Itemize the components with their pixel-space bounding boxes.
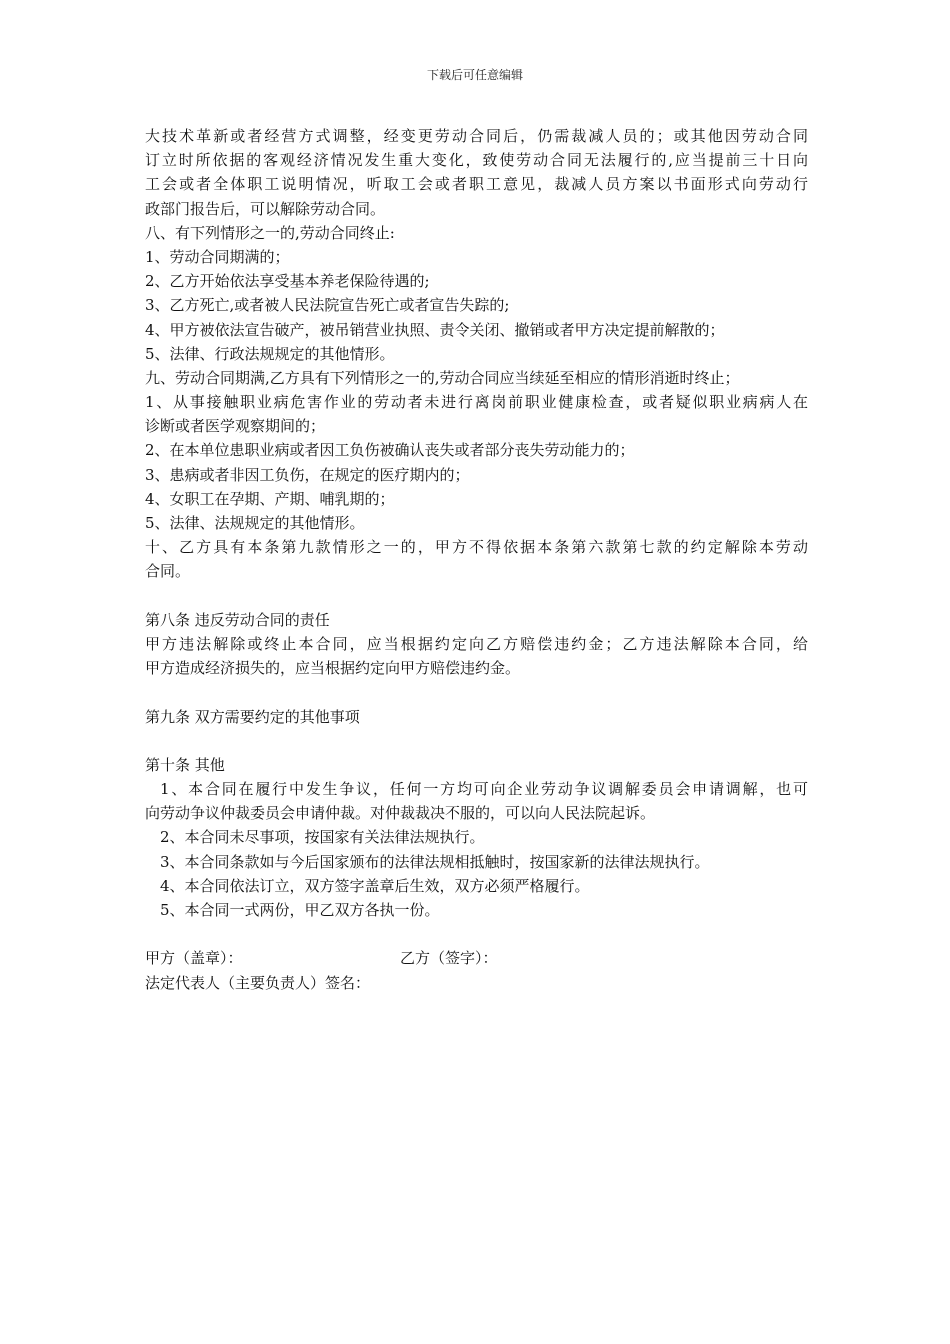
article-heading: 第九条 双方需要约定的其他事项 xyxy=(145,707,360,726)
blank-line xyxy=(145,584,808,608)
text-line: 向劳动争议仲裁委员会申请仲裁。对仲裁裁决不服的，可以向人民法院起诉。 xyxy=(145,804,656,823)
text-line: 工会或者全体职工说明情况，听取工会或者职工意见，裁减人员方案以书面形式向劳动行 xyxy=(145,175,808,194)
text-line: 合同。 xyxy=(145,562,191,581)
clause-heading: 八、有下列情形之一的,劳动合同终止: xyxy=(145,223,395,242)
list-item: 4、女职工在孕期、产期、哺乳期的； xyxy=(145,489,395,508)
list-item: 诊断或者医学观察期间的； xyxy=(145,417,326,436)
list-item: 1、从事接触职业病危害作业的劳动者未进行离岗前职业健康检查，或者疑似职业病病人在 xyxy=(145,393,808,412)
clause-heading: 十、乙方具有本条第九款情形之一的，甲方不得依据本条第六款第七款的约定解除本劳动 xyxy=(145,538,808,557)
text-line: 甲方造成经济损失的，应当根据约定向甲方赔偿违约金。 xyxy=(145,659,521,678)
article-heading: 第八条 违反劳动合同的责任 xyxy=(145,610,330,629)
list-item: 5、本合同一式两份，甲乙双方各执一份。 xyxy=(160,901,440,919)
list-item: 1、本合同在履行中发生争议，任何一方均可向企业劳动争议调解委员会申请调解，也可 xyxy=(160,780,808,799)
signature-row xyxy=(145,946,808,970)
clause-heading: 九、劳动合同期满,乙方具有下列情形之一的,劳动合同应当续延至相应的情形消逝时终止； xyxy=(145,368,740,387)
list-item: 3、本合同条款如与今后国家颁布的法律法规相抵触时，按国家新的法律法规执行。 xyxy=(160,852,710,871)
party-b-sign-label: 乙方（签字）： xyxy=(400,949,498,968)
list-item: 2、乙方开始依法享受基本养老保险待遇的; xyxy=(145,272,430,291)
text-line: 订立时所依据的客观经济情况发生重大变化，致使劳动合同无法履行的,应当提前三十日向 xyxy=(145,151,808,170)
list-item: 1、劳动合同期满的； xyxy=(145,247,290,266)
text-line: 政部门报告后，可以解除劳动合同。 xyxy=(145,199,386,218)
blank-line xyxy=(145,922,808,946)
list-item: 2、本合同未尽事项，按国家有关法律法规执行。 xyxy=(160,828,485,847)
list-item: 3、患病或者非因工负伤，在规定的医疗期内的； xyxy=(145,465,470,484)
blank-line xyxy=(145,729,808,753)
blank-line xyxy=(145,680,808,704)
legal-representative-label: 法定代表人（主要负责人）签名： xyxy=(145,973,371,992)
text-line: 甲方违法解除或终止本合同，应当根据约定向乙方赔偿违约金；乙方违法解除本合同，给 xyxy=(145,634,808,653)
page-header: 下载后可任意编辑 xyxy=(426,68,523,82)
article-heading: 第十条 其他 xyxy=(145,755,225,774)
list-item: 5、法律、行政法规规定的其他情形。 xyxy=(145,344,395,363)
list-item: 4、本合同依法订立，双方签字盖章后生效，双方必须严格履行。 xyxy=(160,876,590,895)
list-item: 3、乙方死亡,或者被人民法院宣告死亡或者宣告失踪的; xyxy=(145,296,510,315)
list-item: 2、在本单位患职业病或者因工负伤被确认丧失或者部分丧失劳动能力的； xyxy=(145,441,635,460)
list-item: 5、法律、法规规定的其他情形。 xyxy=(145,514,365,532)
document-body xyxy=(145,124,808,995)
party-a-seal-label: 甲方（盖章）： xyxy=(145,949,243,968)
text-line: 大技术革新或者经营方式调整，经变更劳动合同后，仍需裁减人员的；或其他因劳动合同 xyxy=(145,127,808,145)
list-item: 4、甲方被依法宣告破产，被吊销营业执照、责令关闭、撤销或者甲方决定提前解散的； xyxy=(145,320,725,339)
